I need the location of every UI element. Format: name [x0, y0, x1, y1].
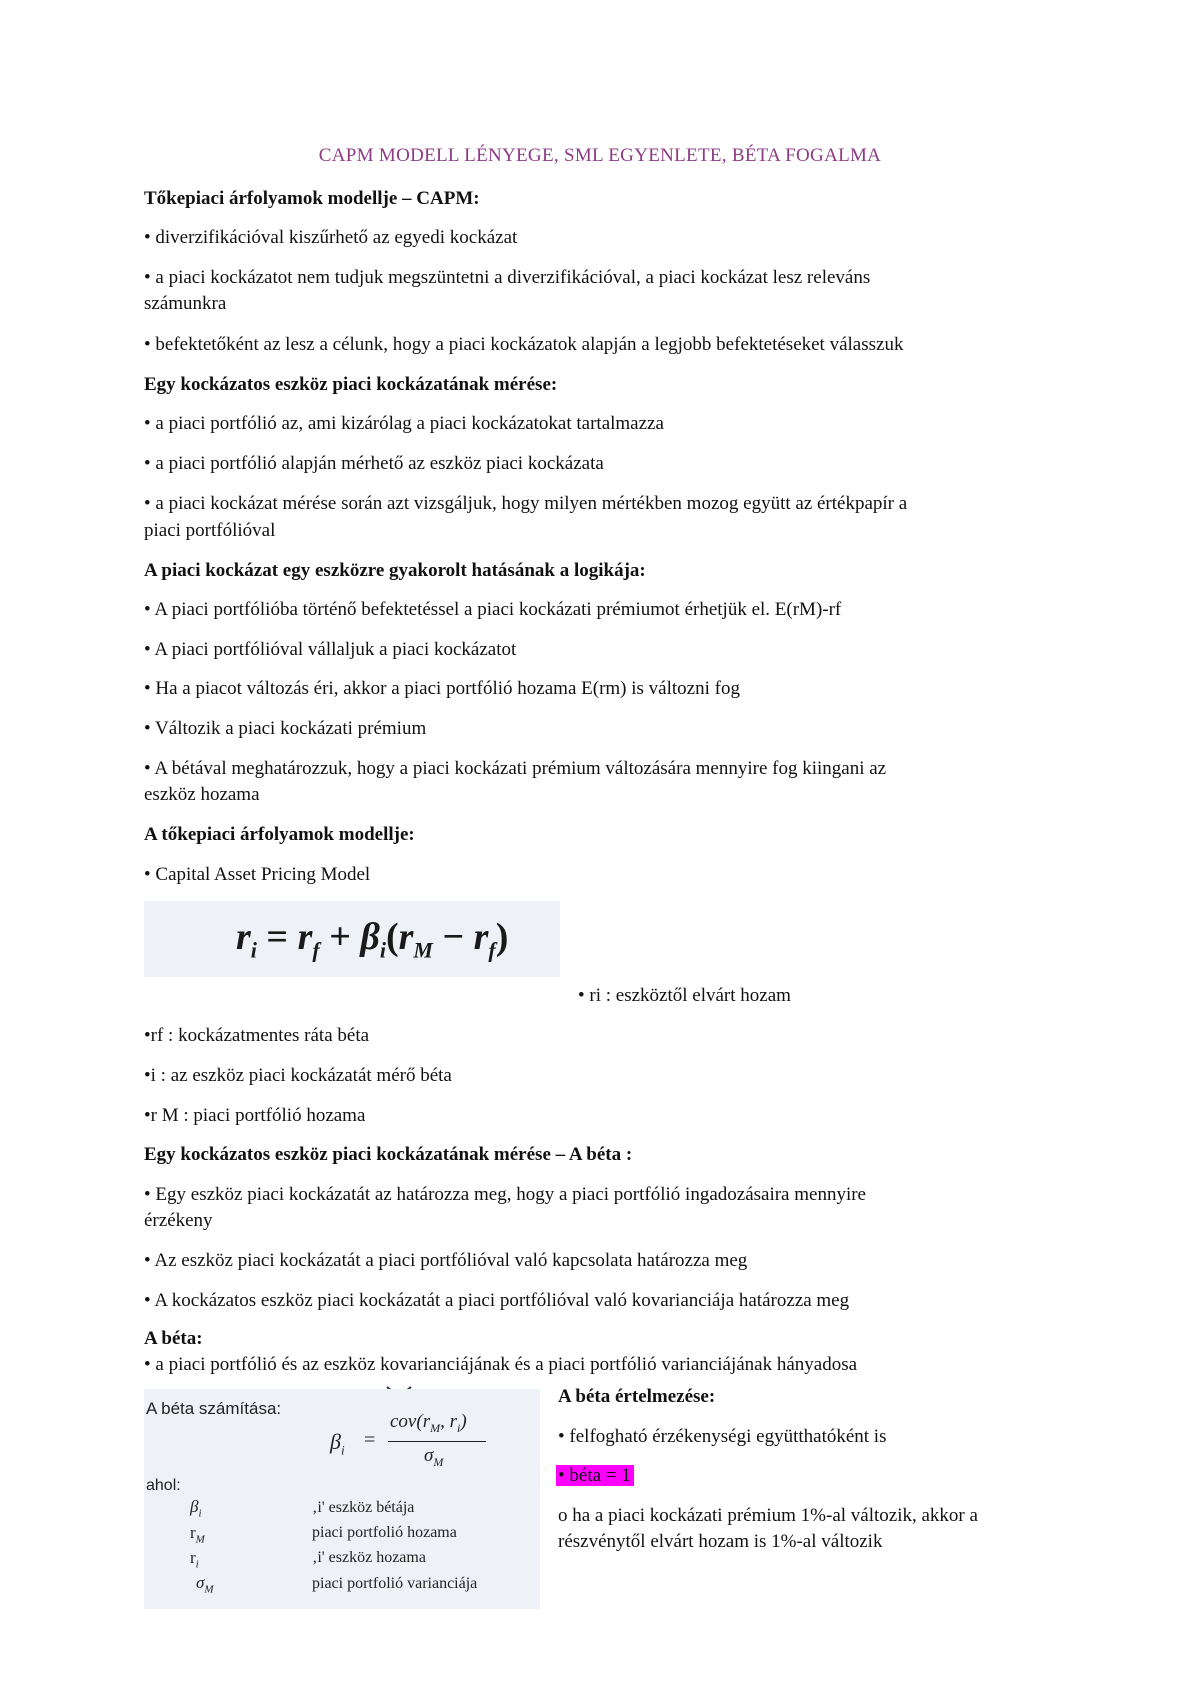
- bullet-text: • a piaci kockázatot nem tudjuk megszüntetni a diverzifikációval, a piaci kockázat lesz releváns: [144, 267, 871, 288]
- bullet-text: • felfogható érzékenységi együtthatóként is: [558, 1426, 887, 1447]
- bullet-text: • Capital Asset Pricing Model: [144, 864, 371, 885]
- highlighted-beta: [556, 1463, 634, 1489]
- page-title: CAPM MODELL LÉNYEGE, SML EGYENLETE, BÉTA FOGALMA: [318, 145, 882, 166]
- section-heading-interpretation: A béta értelmezése:: [558, 1386, 716, 1407]
- beta-lhs: $\beta_i$: [330, 1429, 345, 1458]
- definition-rm: •r M : piaci portfólió hozama: [144, 1105, 366, 1126]
- beta-row-symbol: $\sigma_M$: [196, 1573, 214, 1596]
- capm-formula-image: [144, 901, 560, 977]
- bullet-text: eszköz hozama: [144, 784, 260, 805]
- section-heading-logic: A piaci kockázat egy eszközre gyakorolt hatásának a logikája:: [144, 560, 646, 581]
- bullet-text: • diverzifikációval kiszűrhető az egyedi kockázat: [144, 227, 518, 248]
- beta-box-title: A béta számítása:: [146, 1399, 282, 1418]
- definition-i: •i : az eszköz piaci kockázatát mérő béta: [144, 1065, 452, 1086]
- bullet-text: • A bétával meghatározzuk, hogy a piaci kockázati prémium változására mennyire fog kiingani az: [144, 758, 887, 779]
- beta-row-desc: ‚i' eszköz bétája: [312, 1499, 415, 1516]
- beta-numerator: $cov(r_M$, $r_i$): [390, 1411, 467, 1435]
- beta-denominator: $\sigma_M$: [424, 1445, 444, 1469]
- bullet-text: • A piaci portfólióval vállaljuk a piaci kockázatot: [144, 639, 517, 660]
- beta-calculation-image: [144, 1389, 540, 1609]
- sub-bullet-text: részvénytől elvárt hozam is 1%-al változik: [558, 1531, 883, 1552]
- beta-row-symbol: $r_i$: [190, 1548, 199, 1571]
- bullet-text: • a piaci portfólió alapján mérhető az eszköz piaci kockázata: [144, 453, 604, 474]
- beta-row-desc: piaci portfolió hozama: [312, 1524, 457, 1541]
- section-heading-beta-measure: Egy kockázatos eszköz piaci kockázatának mérése – A béta :: [144, 1144, 633, 1165]
- bullet-text: • Az eszköz piaci kockázatát a piaci portfólióval való kapcsolata határozza meg: [144, 1250, 748, 1271]
- bullet-text: • Változik a piaci kockázati prémium: [144, 718, 427, 739]
- section-heading-model: A tőkepiaci árfolyamok modellje:: [144, 824, 415, 845]
- where-label: ahol:: [146, 1477, 181, 1494]
- sub-bullet-text: o ha a piaci kockázati prémium 1%-al változik, akkor a: [558, 1505, 978, 1526]
- bullet-text: • Ha a piacot változás éri, akkor a piaci portfólió hozama E(rm) is változni fog: [144, 678, 740, 699]
- beta-row-symbol: $r_M$: [190, 1523, 205, 1546]
- bullet-text: piaci portfólióval: [144, 520, 276, 541]
- fraction-bar: [388, 1441, 486, 1442]
- bullet-text: • A piaci portfólióba történő befektetéssel a piaci kockázati prémiumot érhetjük el. E(rM)-rf: [144, 599, 842, 620]
- definition-ri: • ri : eszköztől elvárt hozam: [578, 985, 791, 1006]
- bullet-text: érzékeny: [144, 1210, 213, 1231]
- beta-row-desc: piaci portfolió varianciája: [312, 1575, 478, 1592]
- beta-equals: =: [364, 1429, 376, 1451]
- bullet-text: • Egy eszköz piaci kockázatát az határozza meg, hogy a piaci portfólió ingadozásaira mennyire: [144, 1184, 866, 1205]
- bullet-text: • befektetőként az lesz a célunk, hogy a piaci kockázatok alapján a legjobb befektetéseket válasszuk: [144, 334, 904, 355]
- section-heading-beta: A béta:: [144, 1328, 203, 1349]
- beta-row-symbol: $\beta_i$: [190, 1497, 202, 1520]
- definition-rf: •rf : kockázatmentes ráta béta: [144, 1025, 370, 1046]
- bullet-text: • a piaci kockázat mérése során azt vizsgáljuk, hogy milyen mértékben mozog együtt az értékpapír a: [144, 493, 908, 514]
- highlight-mark: • béta = 1: [556, 1465, 634, 1486]
- bullet-text: • a piaci portfólió az, ami kizárólag a piaci kockázatokat tartalmazza: [144, 413, 664, 434]
- capm-formula: $r_i = r_f + \beta_i(r_M - r_f)$: [236, 916, 509, 963]
- bullet-text: számunkra: [144, 293, 227, 314]
- beta-row-desc: ‚i' eszköz hozama: [312, 1549, 426, 1566]
- section-heading-capm: Tőkepiaci árfolyamok modellje – CAPM:: [144, 188, 480, 209]
- bullet-text: • A kockázatos eszköz piaci kockázatát a piaci portfólióval való kovarianciája határozza meg: [144, 1290, 850, 1311]
- section-heading-market-risk: Egy kockázatos eszköz piaci kockázatának mérése:: [144, 374, 558, 395]
- bullet-text: • a piaci portfólió és az eszköz kovarianciájának és a piaci portfólió varianciájának hányadosa: [144, 1354, 858, 1375]
